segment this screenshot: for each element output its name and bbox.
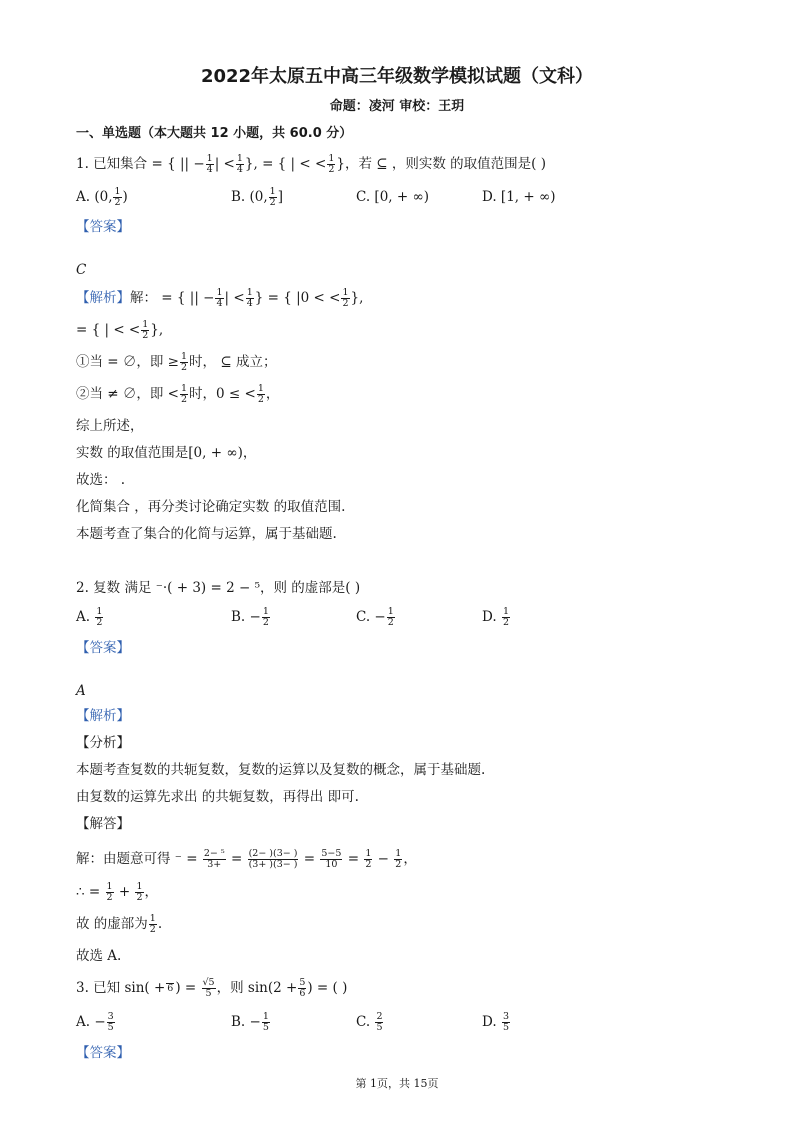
q2-fenxi-tag: 【分析】: [76, 735, 130, 751]
q1-solution-line-9: 本题考查了集合的化简与运算，属于基础题.: [76, 526, 337, 542]
q2-option-d: D. $\frac{1}{2}$: [482, 606, 509, 628]
q1-solution-line-7: 故选： .: [76, 472, 126, 488]
q1-answer-tag: 【答案】: [76, 219, 130, 235]
q2-option-c: C. − $\frac{1}{2}$: [356, 606, 394, 628]
q2-jieda-tag: 【解答】: [76, 816, 130, 832]
q3-stem: 3. 已知 sin( + 6 ) = $\frac{√5}{5}$ ，则 sin(2 + $\frac{5}{6}$ ) = ( ): [76, 977, 348, 999]
q2-stem: 2. 复数 满足 ⁻·( + 3) = 2 − ⁵，则 的虚部是( ): [76, 580, 361, 596]
q1-solution-line-6: 实数 的取值范围是[0, + ∞)，: [76, 445, 257, 461]
q1-option-a: A. (0, $\frac{1}{2}$ ): [76, 186, 128, 208]
q2-analysis-tag: 【解析】: [76, 708, 130, 724]
q3-option-c: C. $\frac{2}{5}$: [356, 1011, 383, 1033]
q3-answer-tag: 【答案】: [76, 1045, 130, 1061]
q1-solution-line-4: ②当 ≠ ∅，即 < $\frac{1}{2}$ 时，0 ≤ < $\frac{1}{2}$ ，: [76, 383, 280, 405]
q3-option-b: B. − $\frac{1}{5}$: [231, 1011, 269, 1033]
page-title: 2022年太原五中高三年级数学模拟试题（文科）: [200, 66, 594, 87]
q2-solution-line-2: ∴ = $\frac{1}{2}$ + $\frac{1}{2}$ ，: [76, 881, 158, 903]
q3-option-a: A. − $\frac{3}{5}$: [76, 1011, 114, 1033]
fraction: $\frac{1}{2}$: [328, 153, 335, 175]
q1-solution-line-2: = { | < < $\frac{1}{2}$ },: [76, 319, 164, 341]
q2-solution-line-1: 解：由题意可得 ⁻ = $\frac{\text{2− ⁵}}{3+}$ = $\frac{(2- )(3- )}{(3+ )(3- )}$ = $\frac{5-5}{10}$ = $\frac{1}{2}$ − $\frac{1}{2}$ ，: [76, 848, 417, 870]
q1-option-b: B. (0, $\frac{1}{2}$ ]: [231, 186, 283, 208]
q2-solution-line-3: 故 的虚部为 $\frac{1}{2}$ .: [76, 913, 163, 935]
q2-answer: A: [76, 683, 86, 699]
q3-option-d: D. $\frac{3}{5}$: [482, 1011, 509, 1033]
q1-solution-line-3: ①当 = ∅，即 ≥ $\frac{1}{2}$ 时， ⊆ 成立；: [76, 351, 277, 373]
q2-fenxi-line-1: 本题考查复数的共轭复数，复数的运算以及复数的概念，属于基础题.: [76, 762, 486, 778]
q1-solution-line-5: 综上所述，: [76, 418, 144, 434]
q1-solution-line-8: 化简集合 ，再分类讨论确定实数 的取值范围.: [76, 499, 346, 515]
q1-option-d: D. [1, + ∞): [482, 189, 556, 205]
q2-answer-tag: 【答案】: [76, 640, 130, 656]
page-footer: 第 1页，共 15页: [355, 1077, 439, 1090]
q2-option-a: A. $\frac{1}{2}$: [76, 606, 103, 628]
section-heading: 一、单选题（本大题共 12 小题，共 60.0 分）: [76, 126, 353, 141]
q2-solution-line-4: 故选 A.: [76, 948, 122, 964]
q2-fenxi-line-2: 由复数的运算先求出 的共轭复数，再得出 即可.: [76, 789, 359, 805]
fraction: $\frac{1}{4}$: [236, 153, 243, 175]
q2-option-b: B. − $\frac{1}{2}$: [231, 606, 269, 628]
fraction: $\frac{1}{4}$: [206, 153, 213, 175]
q1-solution-line-1: 【解析】解： = { || − $\frac{1}{4}$ | < $\frac{1}{4}$ } = { |0 < < $\frac{1}{2}$ },: [76, 287, 364, 309]
q1-answer: C: [76, 262, 87, 278]
q1-stem: 1. 已知集合 = { || − $\frac{1}{4}$ | < $\frac{1}{4}$ }, = { | < < $\frac{1}{2}$ }，若 ⊆ ，则实数 的取值范围是( ): [76, 153, 546, 175]
authors-line: 命题：凌河 审校：王玥: [329, 99, 465, 114]
q1-option-c: C. [0, + ∞): [356, 189, 429, 205]
